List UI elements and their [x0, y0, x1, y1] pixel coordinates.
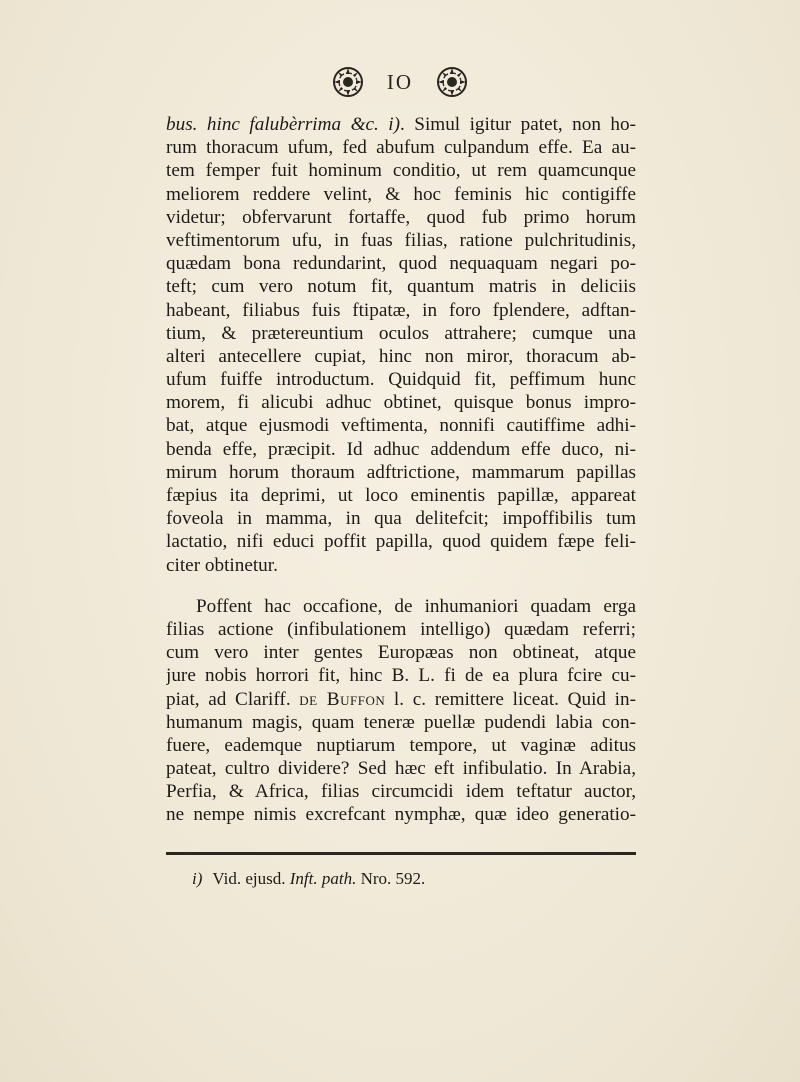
text-line: citer obtinetur. — [166, 554, 278, 576]
footnote-mark: i) — [192, 869, 203, 888]
footnote-text: Nro. 592. — [360, 869, 426, 888]
footnote — [192, 868, 425, 890]
line-text: l. c. remittere liceat. Quid in- — [385, 688, 636, 710]
text-line: tem femper fuit hominum conditio, ut rem quamcunque — [166, 160, 636, 182]
text-line: mirum horum thoraum adftrictione, mammarum papillas — [166, 461, 636, 483]
italic-phrase: bus. hinc falubèrrima — [166, 114, 342, 135]
paragraph-gap — [166, 577, 636, 595]
text-line: ne nempe nimis excrefcant nymphæ, quæ ideo generatio- — [166, 804, 636, 826]
text-line: filias actione (infibulationem intelligo) quædam referri; — [166, 618, 636, 640]
text-line: alteri antecellere cupiat, hinc non miror, thoracum ab- — [166, 345, 636, 367]
text-line: humanum magis, quam teneræ puellæ pudendi labia con- — [166, 711, 636, 733]
text-line: foveola in mamma, in qua delitefcit; impoffibilis tum — [166, 508, 636, 530]
floral-ornament-icon — [435, 65, 469, 99]
footnote-italic-title: Inft. path. — [289, 869, 357, 888]
text-line: benda effe, præcipit. Id adhuc addendum effe duco, ni- — [166, 438, 636, 460]
text-line: videtur; obfervarunt fortaffe, quod fub primo horum — [166, 206, 636, 228]
text-line — [166, 688, 636, 711]
text-line: lactatio, nifi educi poffit papilla, quod quidem fæpe feli- — [166, 531, 636, 553]
text-line: bat, atque ejusmodi veftimenta, nonnifi cautiffime adhi- — [166, 415, 636, 437]
text-line: meliorem reddere velint, & hoc feminis hic contigiffe — [166, 183, 636, 205]
paragraph-1 — [166, 113, 636, 577]
footnote-divider — [166, 852, 636, 855]
text-line: rum thoracum ufum, fed abufum culpandum effe. Ea au- — [166, 137, 636, 159]
text-line: jure nobis horrori fit, hinc B. L. fi de ea plura fcire cu- — [166, 665, 636, 687]
text-line: teft; cum vero notum fit, quantum matris in deliciis — [166, 276, 636, 298]
text-line: fæpius ita deprimi, ut loco eminentis papillæ, appareat — [166, 485, 636, 506]
footnote-text: Vid. ejusd. — [212, 869, 286, 888]
page-header — [0, 62, 800, 102]
page-number: IO — [386, 69, 414, 94]
line-text: . Simul igitur patet, non ho- — [400, 114, 636, 135]
text-line: fuere, eademque nuptiarum tempore, ut vaginæ aditus — [166, 734, 636, 756]
body-text — [166, 113, 636, 827]
paragraph-2 — [166, 595, 636, 827]
text-line: ufum fuiffe introductum. Quidquid fit, peffimum hunc — [166, 369, 636, 391]
text-line: tium, & prætereuntium oculos attrahere; cumque una — [166, 322, 636, 344]
line-text: piat, ad Clariff. — [166, 688, 300, 710]
author-name: de Buffon — [299, 688, 386, 710]
italic-etc: &c. — [350, 114, 379, 135]
text-line: habeant, filiabus fuis ftipatæ, in foro fplendere, adftan- — [166, 299, 636, 321]
text-line: pateat, cultro dividere? Sed hæc eft infibulatio. In Arabia, — [166, 758, 636, 780]
floral-ornament-icon — [331, 65, 365, 99]
text-line: cum vero inter gentes Europæas non obtineat, atque — [166, 642, 636, 664]
text-line: veftimentorum ufu, in fuas filias, ratione pulchritudinis, — [166, 229, 636, 251]
footnote-reference: i) — [388, 114, 401, 135]
text-line — [166, 113, 636, 136]
text-line: Perfia, & Africa, filias circumcidi idem teftatur auctor, — [166, 781, 636, 803]
text-line: morem, fi alicubi adhuc obtinet, quisque bonus impro- — [166, 392, 636, 414]
text-line: Poffent hac occafione, de inhumaniori quadam erga — [196, 595, 636, 617]
text-line: quædam bona redundarint, quod nequaquam negari po- — [166, 253, 636, 275]
